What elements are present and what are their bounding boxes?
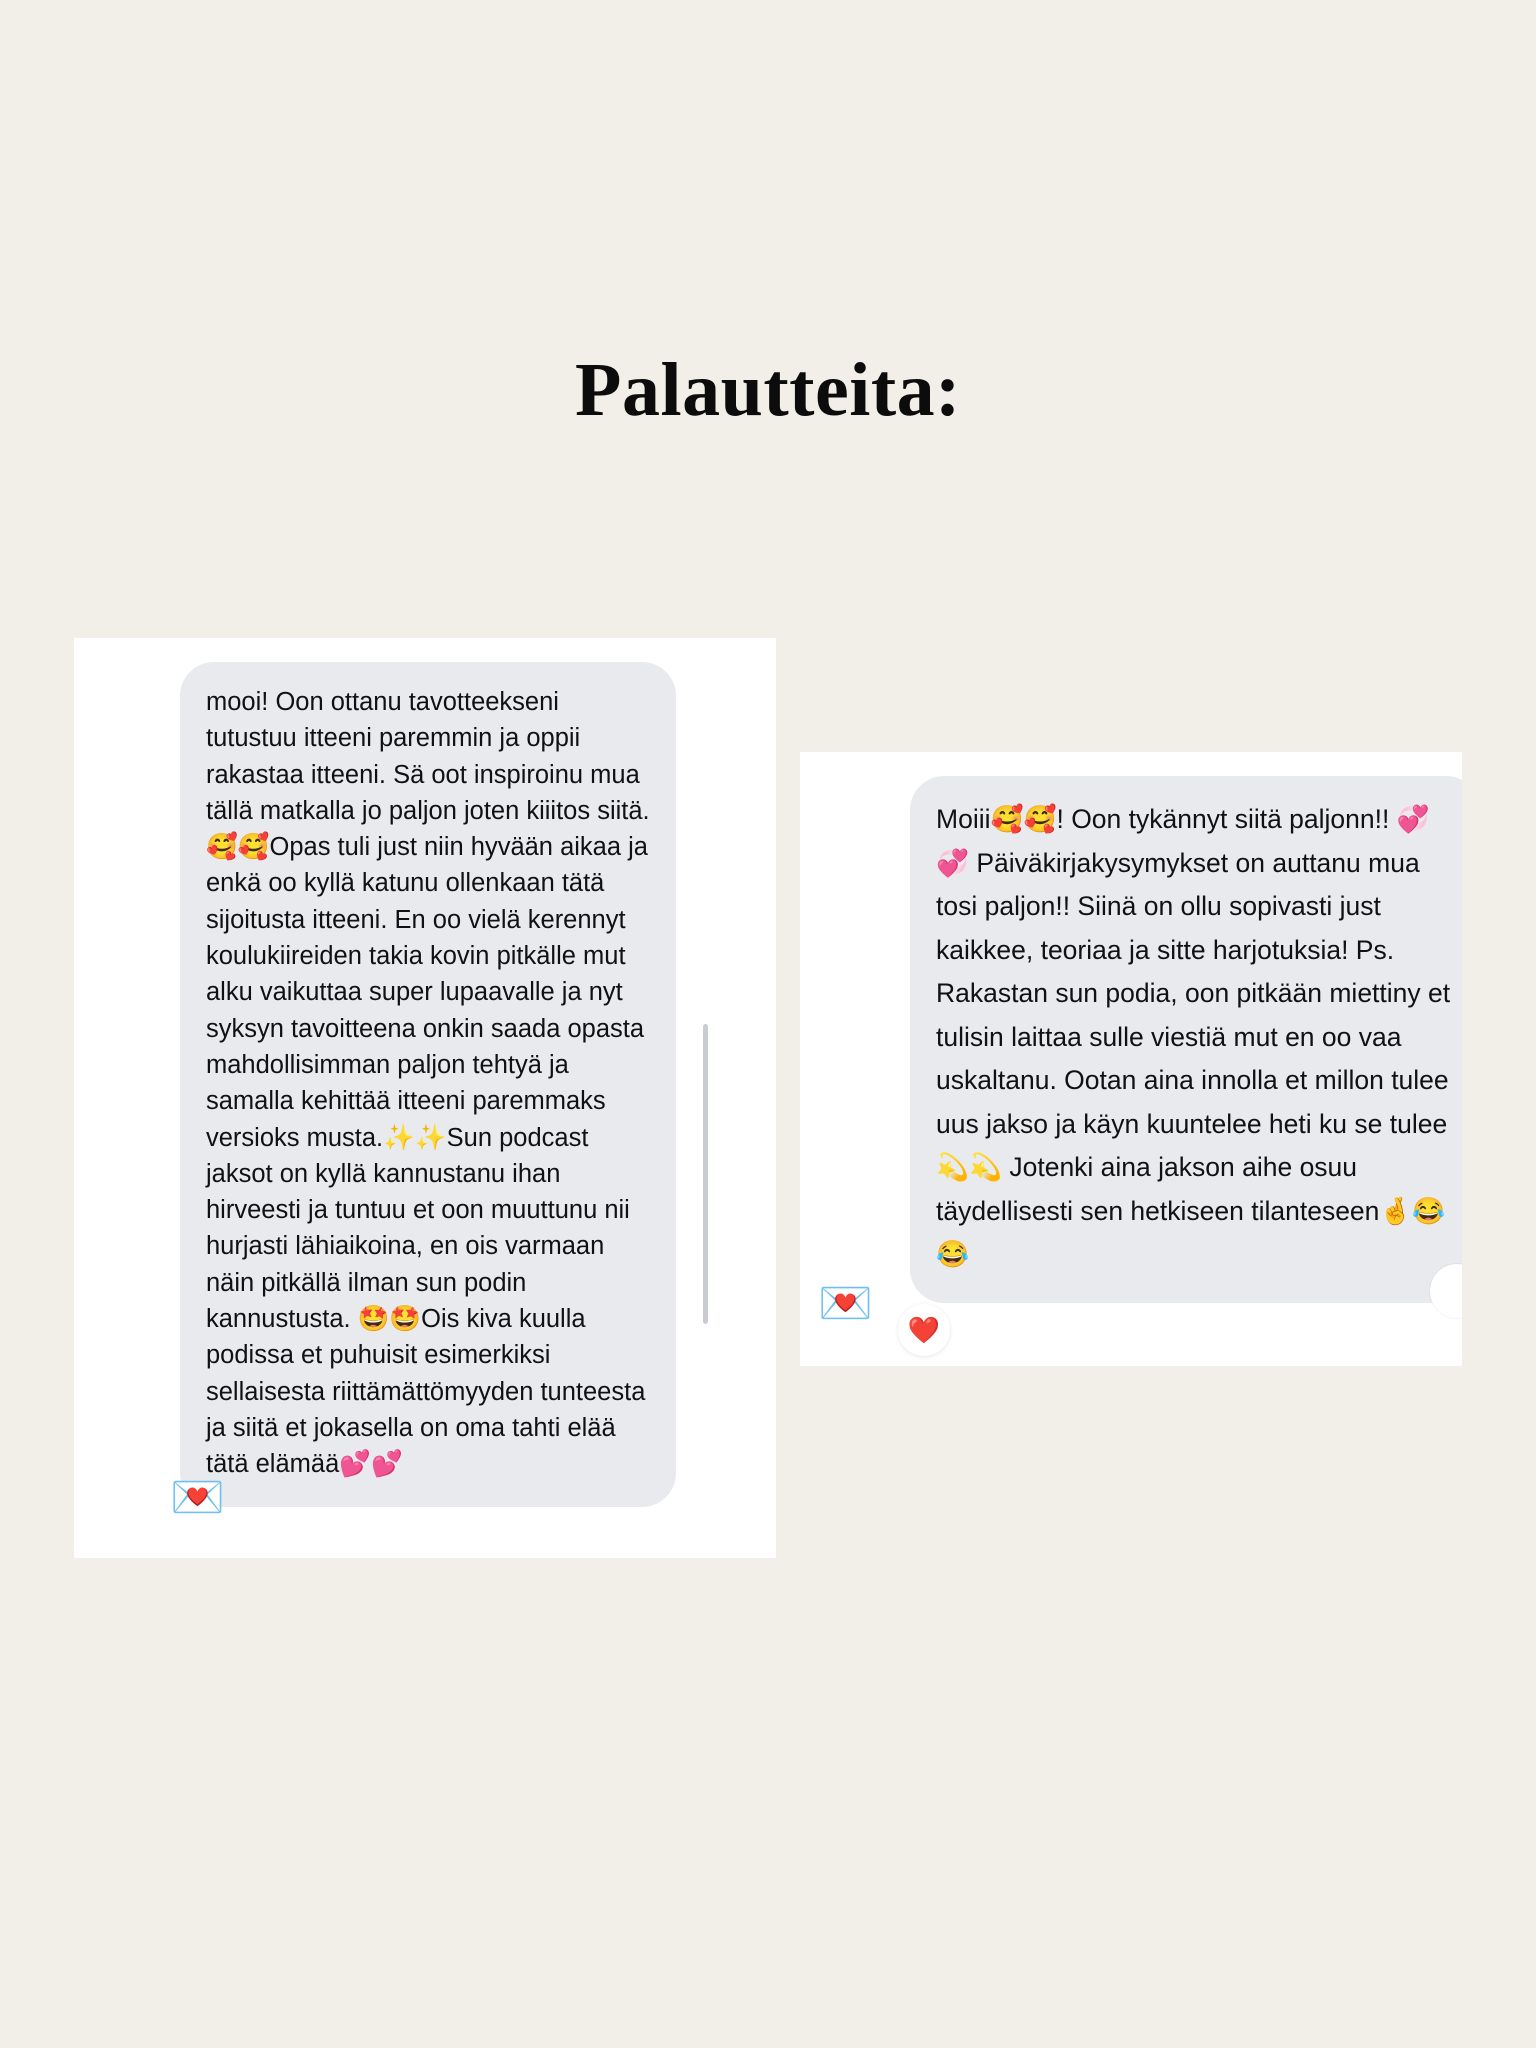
message-bubble-2: [910, 776, 1462, 1303]
heart-reaction-icon[interactable]: ❤️: [898, 1304, 950, 1356]
message-text-1: mooi! Oon ottanu tavotteekseni tutustuu itteeni paremmin ja oppii rakastaa itteeni. Sä oot inspiroinu mua tällä matkalla jo paljon joten kiiitos siitä. 🥰🥰Opas tuli just niin hyvään aikaa ja enkä oo kyllä katunu ollenkaan tätä sijoitusta itteeni. En oo vielä kerennyt koulukiireiden takia kovin pitkälle mut alku vaikuttaa super lupaavalle ja nyt syksyn tavoitteena onkin saada opasta mahdollisimman paljon tehtyä ja samalla kehittää itteeni paremmaks versioks musta.✨✨Sun podcast jaksot on kyllä kannustanu ihan hirveesti ja tuntuu et oon muuttunu nii hurjasti lähiaikoina, en ois varmaan näin pitkällä ilman sun podin kannustusta. 🤩🤩Ois kiva kuulla podissa et puhuisit esimerkiksi sellaisesta riittämättömyyden tunteesta ja siitä et jokasella on oma tahti elää tätä elämää💕💕: [206, 688, 650, 1479]
message-bubble-1: [180, 662, 676, 1507]
scrollbar[interactable]: [703, 1024, 708, 1324]
envelope-heart-icon: 💌: [818, 1279, 873, 1328]
message-text-2: Moiii🥰🥰! Oon tykännyt siitä paljonn!! 💞💞 Päiväkirjakysymykset on auttanu mua tosi paljon!! Siinä on ollu sopivasti just kaikkee, teoriaa ja sitte harjotuksia! Ps. Rakastan sun podia, oon pitkään miettiny et tulisin laittaa sulle viestiä mut en oo vaa uskaltanu. Ootan aina innolla et millon tulee uus jakso ja käyn kuuntelee heti ku se tulee 💫💫 Jotenki aina jakson aihe osuu täydellisesti sen hetkiseen tilanteseen🤞😂😂: [936, 804, 1451, 1269]
envelope-heart-icon: 💌: [170, 1473, 225, 1522]
testimonial-screenshot-1: [74, 638, 776, 1558]
testimonial-screenshot-2: [800, 752, 1462, 1366]
page-title: Palautteita:: [575, 348, 961, 432]
